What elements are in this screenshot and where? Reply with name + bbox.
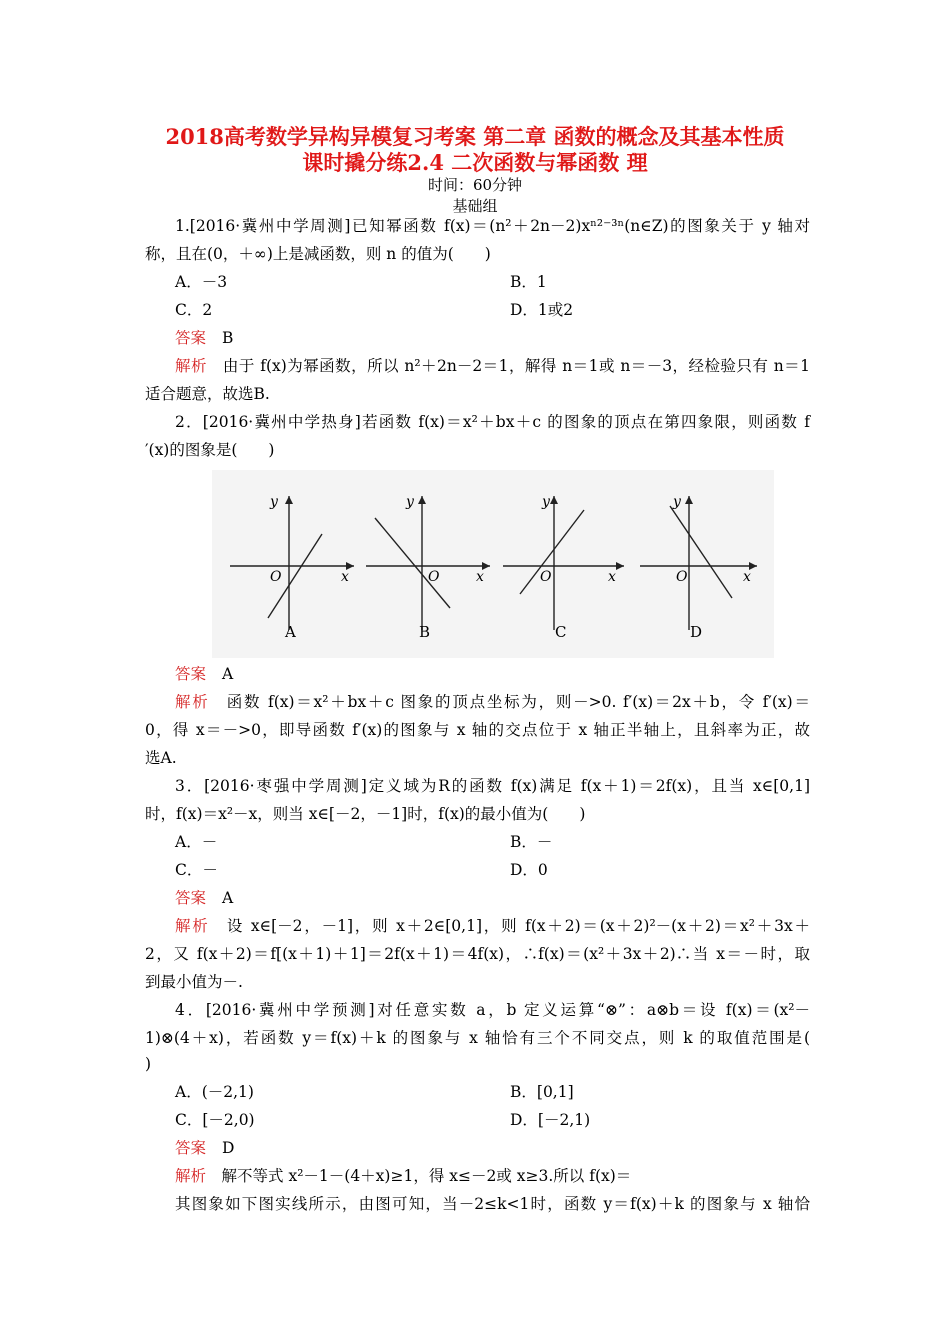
graph-c-x-arrow <box>616 562 624 570</box>
graph-a-y-label: y <box>270 494 278 510</box>
graph-d <box>640 494 757 641</box>
graph-b-origin-label: O <box>428 569 440 585</box>
analysis-label: 解析 <box>175 1167 207 1185</box>
q3-analysis-line1 <box>175 916 810 936</box>
answer-label: 答案 <box>175 889 207 907</box>
graph-b-caption: B <box>419 623 431 641</box>
q4-stem-line3: ) <box>145 1055 152 1073</box>
q2-analysis-line2: 0，得 x＝－>0，即导函数 f′(x)的图象与 x 轴的交点位于 x 轴正半轴上，且斜率为正，故 <box>145 721 810 739</box>
q1-answer-value: B <box>222 329 234 347</box>
q3-option-c: C．－ <box>175 861 218 879</box>
q1-option-d: D．1或2 <box>510 301 574 319</box>
page-title-line2: 课时撬分练2.4 二次函数与幂函数 理 <box>302 150 648 175</box>
graph-c-y-label: y <box>542 494 550 510</box>
q3-option-b: B．－ <box>510 833 553 851</box>
q3-stem-line1: 3．[2016·枣强中学周测]定义域为R的函数 f(x)满足 f(x＋1)＝2f(x)，且当 x∈[0,1] <box>175 777 810 795</box>
answer-label: 答案 <box>175 1139 207 1157</box>
analysis-label: 解析 <box>175 357 207 375</box>
q1-option-b: B．1 <box>510 273 547 291</box>
q2-analysis-text1: 函数 f(x)＝x²＋bx＋c 图象的顶点坐标为，则－>0. f′(x)＝2x＋b，令 f′(x)＝ <box>226 693 810 711</box>
q1-stem-line2: 称，且在(0，＋∞)上是减函数，则 n 的值为( ) <box>145 245 491 263</box>
q1-analysis-text1: 由于 f(x)为幂函数，所以 n²＋2n－2＝1，解得 n＝1或 n＝－3，经检验只有 n＝1 <box>222 357 810 375</box>
q2-answer-value: A <box>222 665 234 683</box>
graph-d-y-label: y <box>673 494 681 510</box>
graph-b-y-arrow <box>418 496 426 504</box>
q2-graphs-svg <box>212 470 774 658</box>
q2-graph-options-figure <box>212 470 774 658</box>
section-heading: 基础组 <box>452 197 498 215</box>
graph-a-x-label: x <box>341 569 349 585</box>
q4-analysis-line1 <box>175 1166 810 1186</box>
q4-option-c: C．[－2,0) <box>175 1111 255 1129</box>
q4-option-b: B．[0,1] <box>510 1083 574 1101</box>
q1-analysis-line2: 适合题意，故选B. <box>145 385 270 403</box>
q4-stem-line1: 4．[2016·冀州中学预测]对任意实数 a，b 定义运算“⊗”：a⊗b＝设 f(x)＝(x²－ <box>175 1001 810 1019</box>
q2-stem-line2: ′(x)的图象是( ) <box>145 441 275 459</box>
graph-c-line <box>520 510 584 594</box>
q4-answer <box>175 1138 810 1158</box>
q3-analysis-text1: 设 x∈[－2，－1]，则 x＋2∈[0,1]，则 f(x＋2)＝(x＋2)²－(x＋2)＝x²＋3x＋ <box>226 917 810 935</box>
graph-c-origin-label: O <box>540 569 552 585</box>
analysis-label: 解析 <box>175 917 210 935</box>
graph-a-caption: A <box>285 623 296 641</box>
graph-b-line <box>375 518 450 608</box>
graph-c-y-arrow <box>550 496 558 504</box>
q3-answer <box>175 888 810 908</box>
graph-b <box>366 494 490 641</box>
q4-answer-value: D <box>222 1139 235 1157</box>
q4-analysis-text1: 解不等式 x²－1－(4＋x)≥1，得 x≤－2或 x≥3.所以 f(x)＝ <box>221 1167 632 1185</box>
graph-a-y-arrow <box>285 496 293 504</box>
page-title-line1: 2018高考数学异构异模复习考案 第二章 函数的概念及其基本性质 <box>165 124 785 149</box>
graph-d-origin-label: O <box>676 569 688 585</box>
graph-d-x-label: x <box>743 569 751 585</box>
graph-b-y-label: y <box>406 494 414 510</box>
analysis-label: 解析 <box>175 693 210 711</box>
graph-d-y-arrow <box>685 496 693 504</box>
q4-analysis-line2: 其图象如下图实线所示，由图可知，当－2≤k<1时，函数 y＝f(x)＋k 的图象与 x 轴恰 <box>175 1195 810 1213</box>
q4-option-a: A．(－2,1) <box>175 1083 254 1101</box>
q2-analysis-line3: 选A. <box>145 749 177 767</box>
graph-d-caption: D <box>690 623 703 641</box>
q3-option-d: D．0 <box>510 861 548 879</box>
q1-option-c: C．2 <box>175 301 213 319</box>
graph-b-x-label: x <box>476 569 484 585</box>
q1-stem-line1: 1.[2016·冀州中学周测]已知幂函数 f(x)＝(n²＋2n－2)xⁿ²⁻³ⁿ(n∈Z)的图象关于 y 轴对 <box>175 217 810 235</box>
q2-answer <box>175 664 810 684</box>
q1-answer <box>175 328 810 348</box>
q1-option-a: A．－3 <box>175 273 228 291</box>
time-limit: 时间：60分钟 <box>427 176 523 194</box>
q3-stem-line2: 时，f(x)＝x²－x，则当 x∈[－2，－1]时，f(x)的最小值为( ) <box>145 805 586 823</box>
graph-c-x-label: x <box>608 569 616 585</box>
q3-analysis-line2: 2，又 f(x＋2)＝f[(x＋1)＋1]＝2f(x＋1)＝4f(x)，∴f(x)＝(x²＋3x＋2)∴当 x＝－时，取 <box>145 945 810 963</box>
q2-stem-line1: 2．[2016·冀州中学热身]若函数 f(x)＝x²＋bx＋c 的图象的顶点在第四象限，则函数 f <box>175 413 810 431</box>
graph-a <box>230 494 354 641</box>
answer-label: 答案 <box>175 665 207 683</box>
q4-stem-line2: 1)⊗(4＋x)，若函数 y＝f(x)＋k 的图象与 x 轴恰有三个不同交点，则 k 的取值范围是( <box>145 1029 810 1047</box>
q1-analysis-line1 <box>175 356 810 376</box>
answer-label: 答案 <box>175 329 207 347</box>
q4-option-d: D．[－2,1) <box>510 1111 591 1129</box>
q3-analysis-line3: 到最小值为－. <box>145 973 243 991</box>
q3-answer-value: A <box>222 889 234 907</box>
graph-a-origin-label: O <box>270 569 282 585</box>
q2-analysis-line1 <box>175 692 810 712</box>
q3-option-a: A．－ <box>175 833 218 851</box>
graph-c-caption: C <box>555 623 567 641</box>
graph-c <box>503 494 624 641</box>
